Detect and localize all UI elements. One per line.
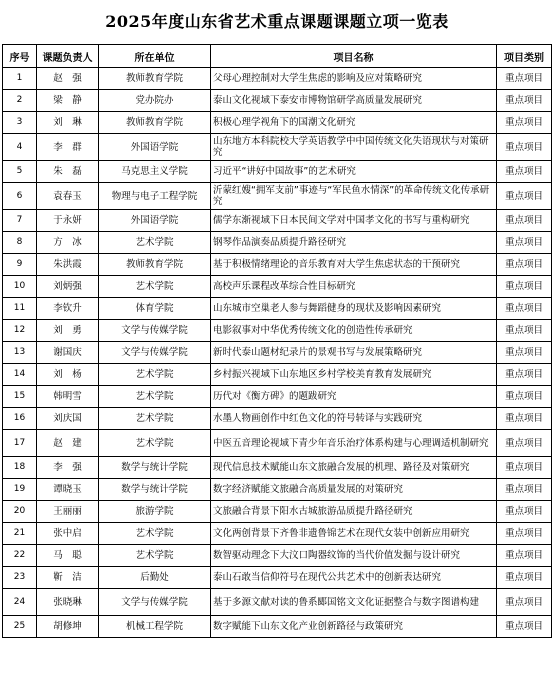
- cell-affiliation: 文学与传媒学院: [99, 342, 211, 364]
- table-row: [3, 430, 552, 457]
- cell-affiliation: 教师教育学院: [99, 68, 211, 90]
- header-serial-no: 序号: [3, 45, 37, 68]
- table-row: [3, 523, 552, 545]
- cell-serial-no: 7: [3, 210, 37, 232]
- cell-serial-no: 2: [3, 90, 37, 112]
- cell-serial-no: 1: [3, 68, 37, 90]
- cell-project-category: 重点项目: [497, 183, 552, 210]
- cell-project-category: 重点项目: [497, 479, 552, 501]
- cell-project-name: 数字经济赋能文旅融合高质量发展的对策研究: [211, 479, 497, 501]
- cell-project-name: 积极心理学视角下的国潮文化研究: [211, 112, 497, 134]
- cell-serial-no: 14: [3, 364, 37, 386]
- cell-project-category: 重点项目: [497, 386, 552, 408]
- cell-affiliation: 数学与统计学院: [99, 479, 211, 501]
- cell-project-name: 电影叙事对中华优秀传统文化的创造性传承研究: [211, 320, 497, 342]
- cell-affiliation: 体育学院: [99, 298, 211, 320]
- cell-project-name: 沂蒙红嫂“拥军支前”事迹与“军民鱼水情深”的革命传统文化传承研究: [211, 183, 497, 210]
- cell-project-name: 父母心理控制对大学生焦虑的影响及应对策略研究: [211, 68, 497, 90]
- cell-project-leader: 朱 磊: [37, 161, 99, 183]
- cell-project-category: 重点项目: [497, 457, 552, 479]
- cell-serial-no: 4: [3, 134, 37, 161]
- cell-affiliation: 文学与传媒学院: [99, 589, 211, 616]
- table-row: [3, 210, 552, 232]
- header-project-leader: 课题负责人: [37, 45, 99, 68]
- cell-affiliation: 艺术学院: [99, 276, 211, 298]
- cell-project-name: 基于多源文献对读的鲁系郾国铭文文化证据整合与数字图谱构建: [211, 589, 497, 616]
- table-row: [3, 386, 552, 408]
- cell-project-leader: 张晓琳: [37, 589, 99, 616]
- cell-serial-no: 18: [3, 457, 37, 479]
- header-project-name: 项目名称: [211, 45, 497, 68]
- cell-project-leader: 王丽丽: [37, 501, 99, 523]
- cell-project-name: 山东城市空巢老人参与舞蹈健身的现状及影响因素研究: [211, 298, 497, 320]
- cell-project-leader: 于永妍: [37, 210, 99, 232]
- table-row: [3, 501, 552, 523]
- cell-serial-no: 22: [3, 545, 37, 567]
- cell-project-name: 钢琴作品演奏品质提升路径研究: [211, 232, 497, 254]
- cell-serial-no: 8: [3, 232, 37, 254]
- cell-serial-no: 11: [3, 298, 37, 320]
- cell-project-category: 重点项目: [497, 364, 552, 386]
- cell-affiliation: 党办院办: [99, 90, 211, 112]
- cell-project-leader: 韩明雪: [37, 386, 99, 408]
- cell-affiliation: 外国语学院: [99, 210, 211, 232]
- cell-project-category: 重点项目: [497, 161, 552, 183]
- cell-project-category: 重点项目: [497, 342, 552, 364]
- cell-serial-no: 21: [3, 523, 37, 545]
- cell-affiliation: 机械工程学院: [99, 616, 211, 638]
- cell-project-name: 现代信息技术赋能山东文旅融合发展的机理、路径及对策研究: [211, 457, 497, 479]
- cell-project-name: 文旅融合背景下阳水古城旅游品质提升路径研究: [211, 501, 497, 523]
- table-row: [3, 457, 552, 479]
- cell-project-name: 新时代泰山题材纪录片的景观书写与发展策略研究: [211, 342, 497, 364]
- table-row: [3, 589, 552, 616]
- table-row: [3, 112, 552, 134]
- cell-project-name: 儒学东渐视域下日本民间文学对中国孝文化的书写与重构研究: [211, 210, 497, 232]
- table-row: [3, 616, 552, 638]
- cell-project-category: 重点项目: [497, 523, 552, 545]
- table-row: [3, 298, 552, 320]
- cell-project-leader: 袁春玉: [37, 183, 99, 210]
- cell-project-leader: 刘 琳: [37, 112, 99, 134]
- cell-affiliation: 文学与传媒学院: [99, 320, 211, 342]
- table-row: [3, 479, 552, 501]
- cell-serial-no: 24: [3, 589, 37, 616]
- document-title: 2025年度山东省艺术重点课题课题立项一览表: [105, 12, 449, 31]
- cell-project-name: 历代对《衡方碑》的题跋研究: [211, 386, 497, 408]
- cell-project-name: 水墨人物画创作中红色文化的符号转译与实践研究: [211, 408, 497, 430]
- cell-project-category: 重点项目: [497, 589, 552, 616]
- cell-project-category: 重点项目: [497, 408, 552, 430]
- cell-project-name: 高校声乐课程改革综合性目标研究: [211, 276, 497, 298]
- cell-project-leader: 李 强: [37, 457, 99, 479]
- cell-serial-no: 19: [3, 479, 37, 501]
- cell-project-category: 重点项目: [497, 298, 552, 320]
- table-row: [3, 320, 552, 342]
- table-row: [3, 364, 552, 386]
- table-row: [3, 232, 552, 254]
- cell-project-category: 重点项目: [497, 232, 552, 254]
- cell-serial-no: 15: [3, 386, 37, 408]
- cell-affiliation: 艺术学院: [99, 386, 211, 408]
- cell-serial-no: 20: [3, 501, 37, 523]
- cell-project-category: 重点项目: [497, 545, 552, 567]
- cell-serial-no: 3: [3, 112, 37, 134]
- cell-affiliation: 旅游学院: [99, 501, 211, 523]
- cell-project-category: 重点项目: [497, 320, 552, 342]
- cell-project-name: 乡村振兴视域下山东地区乡村学校美育教育发展研究: [211, 364, 497, 386]
- project-list-table: [2, 44, 552, 638]
- cell-project-leader: 朱洪霞: [37, 254, 99, 276]
- cell-project-name: 泰山文化视域下泰安市博物馆研学高质量发展研究: [211, 90, 497, 112]
- cell-project-leader: 李 群: [37, 134, 99, 161]
- cell-affiliation: 艺术学院: [99, 545, 211, 567]
- cell-serial-no: 17: [3, 430, 37, 457]
- cell-project-category: 重点项目: [497, 90, 552, 112]
- cell-serial-no: 25: [3, 616, 37, 638]
- table-row: [3, 161, 552, 183]
- cell-affiliation: 外国语学院: [99, 134, 211, 161]
- header-project-category: 项目类别: [497, 45, 552, 68]
- cell-affiliation: 数学与统计学院: [99, 457, 211, 479]
- cell-project-leader: 刘炳强: [37, 276, 99, 298]
- cell-serial-no: 5: [3, 161, 37, 183]
- cell-project-leader: 刘 杨: [37, 364, 99, 386]
- cell-affiliation: 艺术学院: [99, 408, 211, 430]
- cell-project-category: 重点项目: [497, 254, 552, 276]
- cell-project-category: 重点项目: [497, 276, 552, 298]
- cell-affiliation: 教师教育学院: [99, 254, 211, 276]
- cell-project-leader: 马 聪: [37, 545, 99, 567]
- cell-project-leader: 谭晓玉: [37, 479, 99, 501]
- table-row: [3, 342, 552, 364]
- cell-project-category: 重点项目: [497, 68, 552, 90]
- cell-project-name: 数智驱动理念下大汶口陶器纹饰的当代价值发掘与设计研究: [211, 545, 497, 567]
- table-row: [3, 545, 552, 567]
- table-row: [3, 90, 552, 112]
- cell-serial-no: 6: [3, 183, 37, 210]
- cell-affiliation: 后勤处: [99, 567, 211, 589]
- table-row: [3, 276, 552, 298]
- cell-affiliation: 艺术学院: [99, 523, 211, 545]
- cell-serial-no: 16: [3, 408, 37, 430]
- cell-project-name: 习近平“讲好中国故事”的艺术研究: [211, 161, 497, 183]
- cell-affiliation: 艺术学院: [99, 364, 211, 386]
- cell-affiliation: 马克思主义学院: [99, 161, 211, 183]
- table-row: [3, 134, 552, 161]
- cell-project-leader: 赵 建: [37, 430, 99, 457]
- cell-project-name: 基于积极情绪理论的音乐教育对大学生焦虑状态的干预研究: [211, 254, 497, 276]
- cell-serial-no: 12: [3, 320, 37, 342]
- cell-project-name: 泰山石敢当信仰符号在现代公共艺术中的创新表达研究: [211, 567, 497, 589]
- table-row: [3, 567, 552, 589]
- cell-project-category: 重点项目: [497, 210, 552, 232]
- cell-affiliation: 艺术学院: [99, 232, 211, 254]
- cell-project-leader: 胡修坤: [37, 616, 99, 638]
- cell-project-leader: 刘 勇: [37, 320, 99, 342]
- cell-project-name: 中医五音理论视域下青少年音乐治疗体系构建与心理调适机制研究: [211, 430, 497, 457]
- table-header-row: [3, 45, 552, 68]
- cell-project-category: 重点项目: [497, 567, 552, 589]
- cell-affiliation: 艺术学院: [99, 430, 211, 457]
- cell-project-category: 重点项目: [497, 112, 552, 134]
- cell-project-leader: 谢国庆: [37, 342, 99, 364]
- table-row: [3, 254, 552, 276]
- header-affiliation: 所在单位: [99, 45, 211, 68]
- cell-project-leader: 赵 强: [37, 68, 99, 90]
- table-row: [3, 68, 552, 90]
- cell-project-category: 重点项目: [497, 134, 552, 161]
- table-row: [3, 408, 552, 430]
- cell-serial-no: 10: [3, 276, 37, 298]
- cell-serial-no: 23: [3, 567, 37, 589]
- cell-project-leader: 李钦升: [37, 298, 99, 320]
- cell-serial-no: 13: [3, 342, 37, 364]
- cell-project-leader: 张中启: [37, 523, 99, 545]
- cell-project-name: 数字赋能下山东文化产业创新路径与政策研究: [211, 616, 497, 638]
- table-row: [3, 183, 552, 210]
- cell-project-leader: 梁 静: [37, 90, 99, 112]
- cell-serial-no: 9: [3, 254, 37, 276]
- cell-project-name: 山东地方本科院校大学英语教学中中国传统文化失语现状与对策研究: [211, 134, 497, 161]
- cell-project-category: 重点项目: [497, 430, 552, 457]
- cell-project-category: 重点项目: [497, 616, 552, 638]
- cell-project-leader: 方 冰: [37, 232, 99, 254]
- cell-project-category: 重点项目: [497, 501, 552, 523]
- cell-project-name: 文化两创背景下齐鲁非遗鲁锦艺术在现代女装中创新应用研究: [211, 523, 497, 545]
- cell-affiliation: 物理与电子工程学院: [99, 183, 211, 210]
- cell-project-leader: 刘庆国: [37, 408, 99, 430]
- cell-project-leader: 靳 洁: [37, 567, 99, 589]
- cell-affiliation: 教师教育学院: [99, 112, 211, 134]
